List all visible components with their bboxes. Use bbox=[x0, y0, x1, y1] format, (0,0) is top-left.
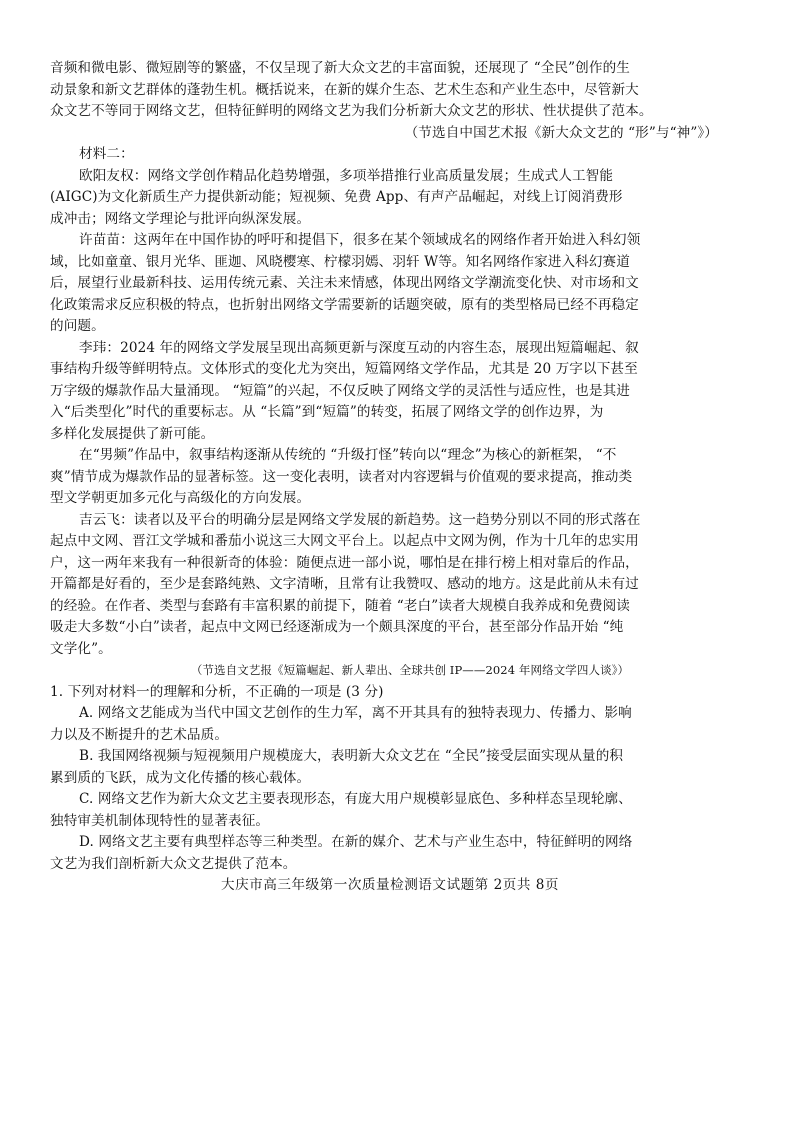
text-line: 成冲击；网络文学理论与批评向纵深发展。 bbox=[50, 210, 311, 227]
paragraph-nanpin bbox=[50, 445, 730, 510]
text-line: 吉云飞：读者以及平台的明确分层是网络文学发展的新趋势。这一趋势分别以不同的形式落在 bbox=[79, 511, 641, 528]
material1-tail bbox=[50, 58, 730, 144]
text-line: 众文艺不等同于网络文艺，但特征鲜明的网络文艺为我们分析新大众文艺的形状、性状提供了范本。 bbox=[50, 103, 653, 119]
text-line: 化政策需求反应积极的特点，也折射出网络文学需要新的话题突破，原有的类型格局已经不再稳定 bbox=[50, 296, 639, 313]
option-d bbox=[50, 832, 730, 875]
text-line: 户，这一两年来我有一种很新奇的体验：随便点进一部小说，哪怕是在排行榜上相对靠后的作品， bbox=[50, 554, 639, 571]
text-line: C. 网络文艺作为新大众文艺主要表现形态，有庞大用户规模彰显底色、多种样态呈现轮廓、 bbox=[79, 791, 632, 807]
text-line: 文学化”。 bbox=[50, 640, 112, 657]
text-line: 欧阳友权：网络文学创作精品化趋势增强，多项举措推行业高质量发展；生成式人工智能 bbox=[79, 167, 614, 184]
exam-page bbox=[50, 58, 730, 897]
text-line: A. 网络文艺能成为当代中国文艺创作的生力军，离不开其具有的独特表现力、传播力、影响 bbox=[79, 705, 632, 721]
text-line: 的经验。在作者、类型与套路有丰富积累的前提下，随着 “老白”读者大规模自我养成和免费阅读 bbox=[50, 597, 630, 614]
text-line: 力以及不断提升的艺术品质。 bbox=[50, 726, 229, 743]
text-line: 吸走大多数“小白”读者，起点中文网已经逐渐成为一个颇具深度的平台，甚至部分作品开始 “纯 bbox=[50, 619, 624, 635]
text-line: 多样化发展提供了新可能。 bbox=[50, 425, 215, 442]
text-line: B. 我国网络视频与短视频用户规模庞大，表明新大众文艺在 “全民”接受层面实现从量的积 bbox=[79, 748, 624, 764]
text-line: (AIGC)为文化新质生产力提供新动能；短视频、免费 App、有声产品崛起，对线上订阅消费形 bbox=[50, 189, 623, 205]
text-line: 域，比如童童、银月光华、匪迦、风晓樱寒、柠檬羽嫣、羽轩 W等。知名网络作家进入科幻赛道 bbox=[50, 253, 630, 270]
option-b bbox=[50, 746, 730, 789]
source-citation: （节选自中国艺术报《新大众文艺的 “形”与“神”》） bbox=[404, 124, 718, 141]
page-footer: 大庆市高三年级第一次质量检测语文试题第 2页共 8页 bbox=[220, 877, 559, 893]
text-line: 入“后类型化”时代的重要标志。从 “长篇”到“短篇”的转变，拓展了网络文学的创作边界，为 bbox=[50, 404, 604, 420]
text-line: 累到质的飞跃，成为文化传播的核心载体。 bbox=[50, 769, 311, 786]
text-line: 的问题。 bbox=[50, 318, 105, 334]
text-line: 起点中文网、晋江文学城和番茄小说这三大网文平台上。以起点中文网为例，作为十几年的忠实用 bbox=[50, 533, 639, 549]
material2 bbox=[50, 144, 730, 682]
text-line: 万字级的爆款作品大量涌现。 “短篇”的兴起，不仅反映了网络文学的灵活性与适应性，也是其进 bbox=[50, 382, 630, 399]
text-line: D. 网络文艺主要有典型样态等三种类型。在新的媒介、艺术与产业生态中，特征鲜明的网络 bbox=[79, 834, 633, 850]
question-stem: 1. 下列对材料一的理解和分析，不正确的一项是 (3 分) bbox=[50, 683, 384, 700]
paragraph-ji bbox=[50, 510, 730, 661]
paragraph-xu bbox=[50, 230, 730, 338]
text-line: 爽”情节成为爆款作品的显著标签。这一变化表明，读者对内容逻辑与价值观的要求提高，推动类 bbox=[50, 468, 633, 485]
text-line: 许苗苗：这两年在中国作协的呼吁和提倡下，很多在某个领域成名的网络作者开始进入科幻领 bbox=[79, 232, 641, 248]
section-heading: 材料二： bbox=[79, 146, 134, 162]
text-line: 李玮：2024 年的网络文学发展呈现出高频更新与深度互动的内容生态，展现出短篇崛起、叙 bbox=[79, 339, 639, 356]
text-line: 在“男频”作品中，叙事结构逐渐从传统的 “升级打怪”转向以“理念”为核心的新框架， “不 bbox=[79, 447, 617, 463]
text-line: 开篇都是好看的，至少是套路纯熟、文字清晰，且常有让我赞叹、感动的地方。这是此前从未有过 bbox=[50, 576, 639, 592]
text-line: 动景象和新文艺群体的蓬勃生机。概括说来，在新的媒介生态、艺术生态和产业生态中，尽管新大 bbox=[50, 81, 639, 98]
question-1 bbox=[50, 682, 730, 876]
text-line: 型文学朝更加多元化与高级化的方向发展。 bbox=[50, 490, 311, 506]
option-a bbox=[50, 703, 730, 746]
text-line: 文艺为我们剖析新大众文艺提供了范本。 bbox=[50, 855, 297, 872]
paragraph-li bbox=[50, 338, 730, 446]
text-line: 事结构升级等鲜明特点。文体形式的变化尤为突出，短篇网络文学作品，尤其是 20 万字以下甚至 bbox=[50, 361, 638, 377]
text-line: 后，展望行业最新科技、运用传统元素、关注未来情感，体现出网络文学潮流变化快、对市场和文 bbox=[50, 275, 639, 291]
text-line: 独特审美机制体现特性的显著表征。 bbox=[50, 812, 270, 829]
option-c bbox=[50, 789, 730, 832]
source-citation: （节选自文艺报《短篇崛起、新人辈出、全球共创 IP——2024 年网络文学四人谈》） bbox=[190, 663, 630, 677]
text-line: 音频和微电影、微短剧等的繁盛，不仅呈现了新大众文艺的丰富面貌，还展现了 “全民”创作的生 bbox=[50, 60, 630, 76]
paragraph-ouyang bbox=[50, 166, 730, 231]
